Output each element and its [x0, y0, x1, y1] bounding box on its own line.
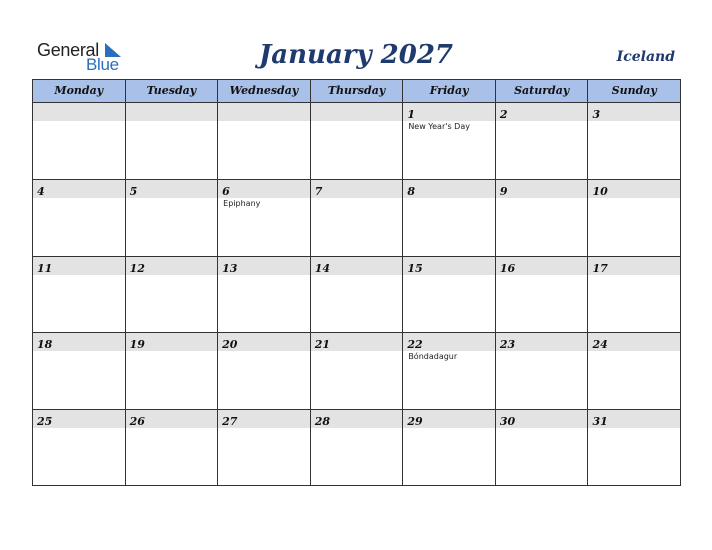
day-cell — [588, 257, 680, 333]
day-number: 15 — [407, 261, 423, 275]
week-row-4 — [33, 333, 680, 410]
day-cell — [33, 257, 126, 333]
day-cell — [33, 333, 126, 409]
day-number: 31 — [592, 415, 608, 429]
day-cell — [496, 333, 589, 409]
day-cell — [588, 180, 680, 256]
day-number: 14 — [314, 261, 331, 275]
weekday-header-friday: Friday — [403, 80, 496, 102]
day-cell — [126, 257, 219, 333]
logo-text-blue: Blue — [86, 55, 119, 74]
day-cell — [126, 333, 219, 409]
day-cell — [311, 257, 404, 333]
day-cell — [126, 410, 219, 486]
day-cell — [218, 257, 311, 333]
day-cell — [403, 333, 496, 409]
week-row-1 — [33, 103, 680, 180]
weekday-header-saturday: Saturday — [496, 80, 589, 102]
day-number: 12 — [129, 261, 145, 275]
day-number: 22 — [407, 338, 423, 352]
day-number: 17 — [592, 261, 608, 275]
day-number: 24 — [592, 338, 608, 352]
day-number: 18 — [37, 338, 53, 352]
day-cell — [218, 103, 311, 179]
weekday-header-row — [33, 80, 680, 103]
day-cell — [588, 103, 680, 179]
day-number: 2 — [499, 108, 508, 121]
day-number: 29 — [407, 415, 423, 429]
day-cell — [588, 333, 680, 409]
holiday-label: New Year's Day — [408, 122, 470, 131]
day-cell — [496, 103, 589, 179]
day-cell — [403, 410, 496, 486]
day-cell — [403, 180, 496, 256]
day-number: 6 — [222, 184, 230, 198]
day-number: 10 — [592, 184, 608, 198]
day-number: 21 — [314, 338, 331, 352]
weekday-header-wednesday: Wednesday — [218, 80, 311, 102]
day-cell — [588, 410, 680, 486]
day-cell — [496, 257, 589, 333]
calendar-grid — [32, 79, 681, 486]
day-number: 5 — [129, 184, 138, 198]
day-number: 27 — [222, 415, 238, 429]
holiday-label: Bóndadagur — [408, 352, 458, 362]
logo-text-general: General — [37, 40, 99, 60]
day-cell — [33, 103, 126, 179]
day-cell — [33, 180, 126, 256]
weekday-header-tuesday: Tuesday — [126, 80, 219, 102]
day-cell — [403, 257, 496, 333]
week-row-3 — [33, 257, 680, 334]
day-number: 20 — [222, 338, 238, 352]
day-number: 1 — [407, 108, 415, 121]
day-number: 8 — [407, 184, 415, 198]
weeks-container — [33, 103, 680, 486]
day-number: 7 — [314, 184, 323, 198]
day-cell — [311, 333, 404, 409]
day-cell — [218, 333, 311, 409]
day-cell — [126, 103, 219, 179]
day-number: 23 — [499, 338, 516, 352]
day-cell — [311, 410, 404, 486]
day-number: 9 — [499, 184, 508, 198]
day-number: 13 — [222, 261, 238, 275]
day-cell — [218, 410, 311, 486]
day-number: 30 — [499, 415, 516, 429]
day-cell — [218, 180, 311, 256]
day-cell — [126, 180, 219, 256]
holiday-label: Epiphany — [223, 198, 261, 208]
weekday-header-thursday: Thursday — [311, 80, 404, 102]
day-cell — [33, 410, 126, 486]
day-cell — [496, 180, 589, 256]
day-cell — [403, 103, 496, 179]
week-row-2 — [33, 180, 680, 257]
week-row-5 — [33, 410, 680, 486]
day-cell — [311, 180, 404, 256]
calendar-title: January 2027 — [258, 40, 454, 70]
weekday-header-sunday: Sunday — [611, 84, 657, 97]
day-number: 3 — [592, 108, 601, 121]
day-number: 11 — [37, 261, 53, 275]
day-number: 28 — [314, 415, 331, 429]
day-cell — [496, 410, 589, 486]
day-number: 4 — [37, 184, 45, 198]
day-cell — [311, 103, 404, 179]
day-number: 26 — [129, 415, 145, 429]
country-label: Iceland — [616, 49, 675, 65]
day-number: 25 — [37, 415, 53, 429]
day-number: 19 — [129, 338, 145, 352]
day-number: 16 — [499, 261, 516, 275]
weekday-header-monday: Monday — [33, 80, 126, 102]
